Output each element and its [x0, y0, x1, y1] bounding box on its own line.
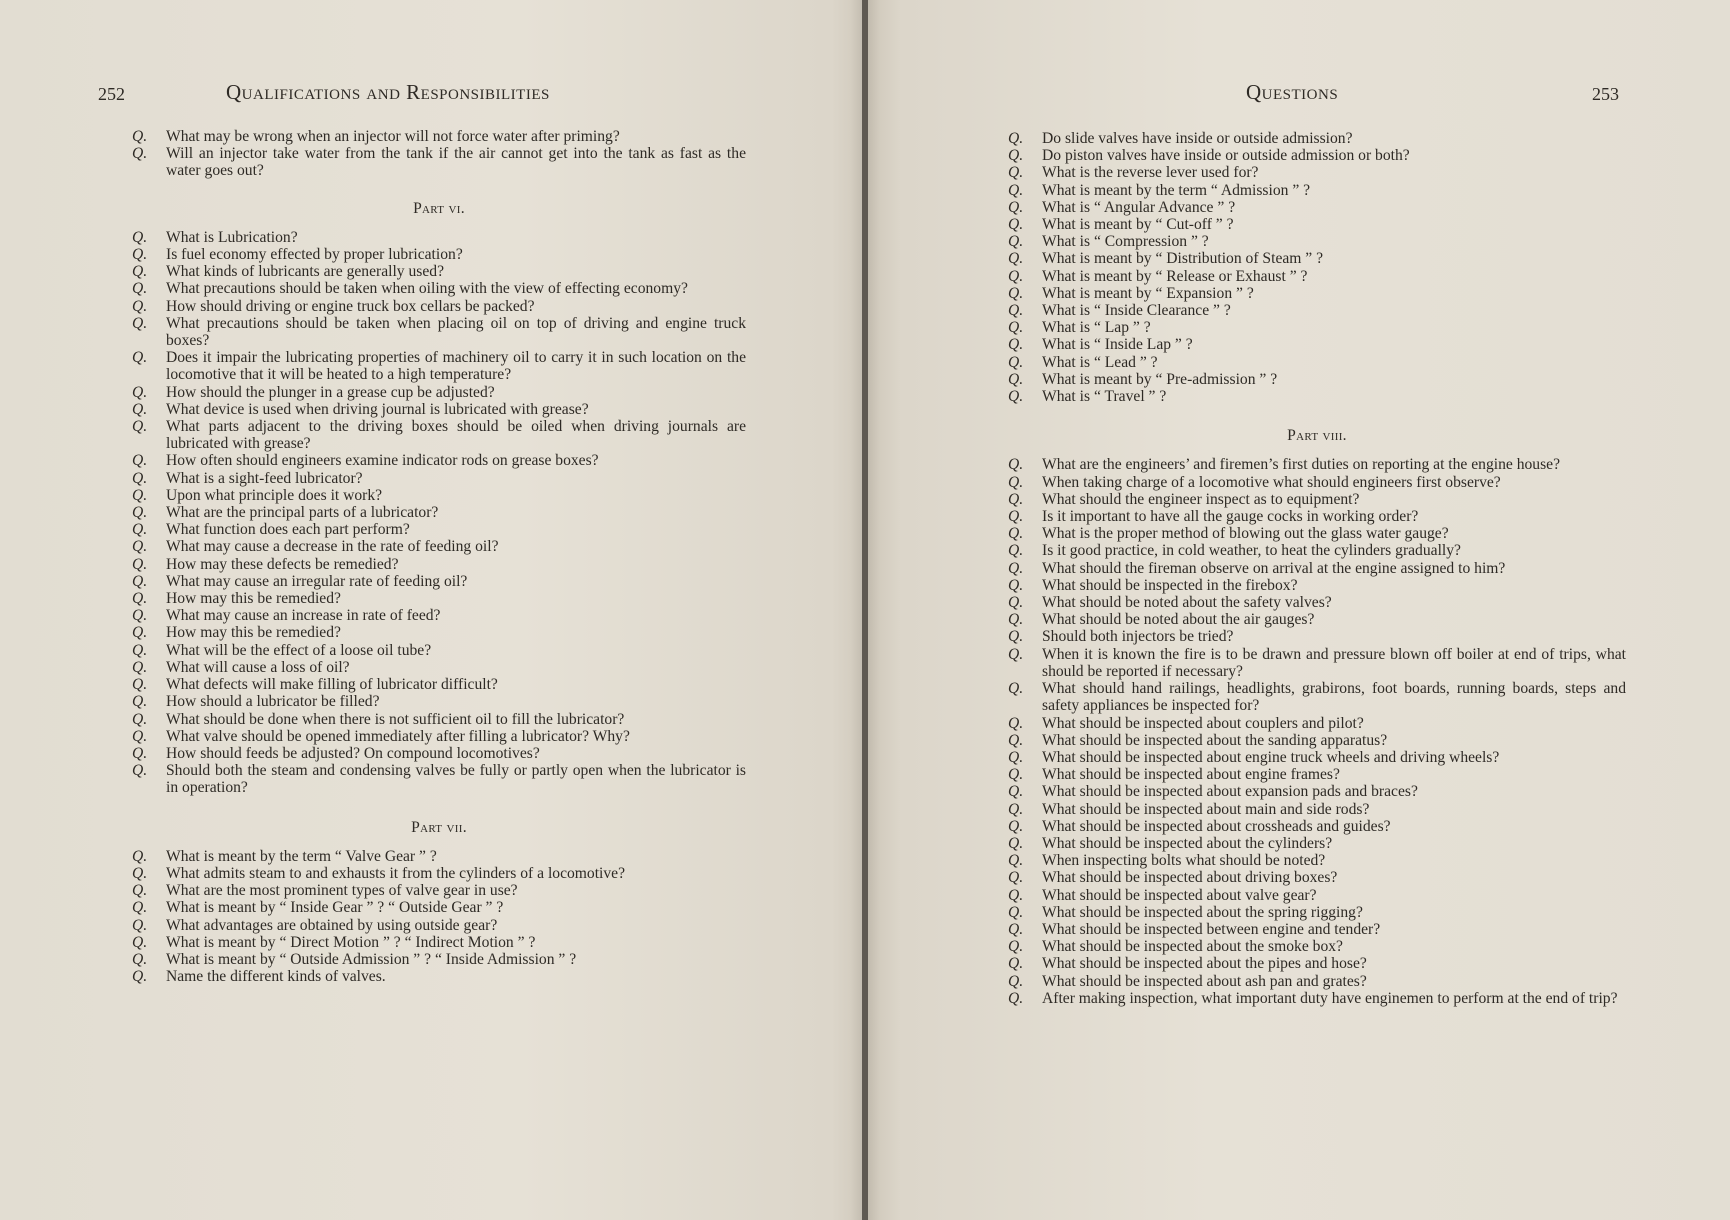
right-page — [866, 0, 1730, 1220]
question-text: Name the different kinds of valves. — [166, 968, 386, 986]
question-text: What kinds of lubricants are generally used? — [166, 263, 444, 281]
question-item — [1008, 388, 1626, 405]
question-marker: Q. — [1008, 336, 1024, 354]
question-item — [132, 298, 746, 315]
question-marker: Q. — [1008, 869, 1024, 887]
question-text: Will an injector take water from the tank if the air cannot get into the tank as fast as the water goes out? — [166, 145, 746, 180]
question-text: What is meant by “ Outside Admission ” ? “ Inside Admission ” ? — [166, 950, 577, 968]
question-item — [132, 711, 746, 728]
question-item — [132, 899, 746, 916]
question-text: Do slide valves have inside or outside admission? — [1042, 130, 1353, 147]
question-item — [132, 642, 746, 659]
question-item — [132, 470, 746, 487]
question-marker: Q. — [1008, 628, 1024, 646]
question-marker: Q. — [1008, 748, 1024, 766]
question-item — [132, 401, 746, 418]
question-marker: Q. — [1008, 800, 1024, 818]
question-item — [1008, 147, 1626, 164]
right-running-head-text: Questions — [1246, 80, 1339, 104]
question-item — [1008, 508, 1626, 525]
question-text: What may cause an irregular rate of feeding oil? — [166, 572, 468, 590]
left-running-head — [226, 80, 550, 110]
question-item — [132, 280, 746, 297]
question-item — [132, 418, 746, 452]
question-item — [1008, 560, 1626, 577]
question-text: What may cause a decrease in the rate of feeding oil? — [166, 538, 499, 556]
question-marker: Q. — [132, 504, 148, 522]
question-item — [132, 452, 746, 469]
question-item — [1008, 680, 1626, 714]
question-text: What should be inspected about the smoke box? — [1042, 938, 1343, 956]
question-text: What should be inspected about main and side rods? — [1042, 800, 1370, 818]
question-marker: Q. — [132, 280, 148, 298]
question-marker: Q. — [1008, 576, 1024, 594]
question-marker: Q. — [1008, 903, 1024, 921]
question-marker: Q. — [132, 538, 148, 556]
question-text: Should both injectors be tried? — [1042, 628, 1234, 646]
question-marker: Q. — [1008, 989, 1024, 1007]
question-text: What should be inspected about engine truck wheels and driving wheels? — [1042, 748, 1500, 766]
question-text: What should be noted about the safety valves? — [1042, 594, 1332, 612]
question-item — [132, 556, 746, 573]
question-marker: Q. — [132, 933, 148, 951]
question-marker: Q. — [1008, 594, 1024, 612]
question-item — [132, 263, 746, 280]
question-text: What is a sight-feed lubricator? — [166, 469, 363, 487]
question-text: What is meant by the term “ Valve Gear ” ? — [166, 847, 437, 865]
question-marker: Q. — [132, 950, 148, 968]
left-question-list — [132, 128, 746, 985]
question-marker: Q. — [132, 128, 148, 145]
question-marker: Q. — [1008, 972, 1024, 990]
question-item — [132, 728, 746, 745]
question-item — [1008, 302, 1626, 319]
question-text: Is it important to have all the gauge cocks in working order? — [1042, 508, 1419, 526]
question-marker: Q. — [132, 572, 148, 590]
question-text: What valve should be opened immediately after filling a lubricator? Why? — [166, 727, 630, 745]
question-item — [1008, 164, 1626, 181]
question-text: How may this be remedied? — [166, 590, 341, 608]
question-item — [132, 917, 746, 934]
question-item — [1008, 628, 1626, 645]
question-item — [1008, 456, 1626, 473]
right-questions-intro — [1008, 130, 1626, 405]
question-marker: Q. — [132, 864, 148, 882]
question-text: What should be inspected about the pipes and hose? — [1042, 955, 1367, 973]
question-text: What is “ Inside Lap ” ? — [1042, 336, 1193, 354]
question-marker: Q. — [1008, 370, 1024, 388]
question-text: What is “ Lap ” ? — [1042, 319, 1151, 337]
question-marker: Q. — [1008, 542, 1024, 560]
question-item — [1008, 336, 1626, 353]
question-item — [1008, 491, 1626, 508]
question-item — [132, 349, 746, 383]
question-item — [132, 384, 746, 401]
question-item — [1008, 904, 1626, 921]
question-item — [1008, 921, 1626, 938]
question-text: What precautions should be taken when placing oil on top of driving and engine truck boxes? — [166, 314, 746, 350]
question-text: How often should engineers examine indicator rods on grease boxes? — [166, 452, 599, 470]
question-item — [132, 538, 746, 555]
question-text: What is Lubrication? — [166, 228, 298, 246]
question-marker: Q. — [1008, 938, 1024, 956]
question-item — [1008, 525, 1626, 542]
question-text: What may cause an increase in rate of feed? — [166, 607, 441, 625]
question-item — [132, 865, 746, 882]
question-marker: Q. — [132, 486, 148, 504]
question-item — [1008, 250, 1626, 267]
question-text: What should the engineer inspect as to equipment? — [1042, 490, 1360, 508]
question-marker: Q. — [1008, 302, 1024, 320]
question-marker: Q. — [132, 624, 148, 642]
question-item — [1008, 577, 1626, 594]
question-text: What should be inspected about driving boxes? — [1042, 869, 1338, 887]
question-item — [1008, 285, 1626, 302]
question-item — [1008, 594, 1626, 611]
question-marker: Q. — [132, 968, 148, 986]
question-marker: Q. — [1008, 680, 1024, 698]
left-questions-intro — [132, 128, 746, 180]
question-text: What is “ Travel ” ? — [1042, 388, 1167, 406]
question-marker: Q. — [132, 400, 148, 418]
question-marker: Q. — [132, 228, 148, 246]
question-marker: Q. — [132, 762, 148, 780]
question-marker: Q. — [132, 418, 148, 436]
question-marker: Q. — [1008, 250, 1024, 268]
question-item — [132, 229, 746, 246]
question-marker: Q. — [1008, 284, 1024, 302]
question-marker: Q. — [132, 882, 148, 900]
question-marker: Q. — [1008, 130, 1024, 147]
left-running-head-text: Qualifications and Responsibilities — [226, 80, 550, 104]
question-marker: Q. — [132, 744, 148, 762]
question-text: What precautions should be taken when oiling with the view of effecting economy? — [166, 280, 688, 298]
question-text: How should feeds be adjusted? On compound locomotives? — [166, 744, 540, 762]
question-marker: Q. — [132, 847, 148, 865]
question-item — [1008, 955, 1626, 972]
question-marker: Q. — [1008, 456, 1024, 474]
question-marker: Q. — [1008, 714, 1024, 732]
question-text: What is meant by “ Expansion ” ? — [1042, 284, 1254, 302]
question-marker: Q. — [132, 641, 148, 659]
question-text: Is it good practice, in cold weather, to heat the cylinders gradually? — [1042, 542, 1461, 560]
question-text: What defects will make filling of lubricator difficult? — [166, 676, 498, 694]
question-marker: Q. — [1008, 181, 1024, 199]
question-marker: Q. — [132, 246, 148, 264]
question-marker: Q. — [1008, 783, 1024, 801]
question-marker: Q. — [1008, 645, 1024, 663]
question-text: How may these defects be remedied? — [166, 555, 399, 573]
question-item — [1008, 611, 1626, 628]
question-text: What is meant by “ Cut-off ” ? — [1042, 216, 1234, 234]
question-text: What is meant by “ Distribution of Steam ” ? — [1042, 250, 1324, 268]
question-text: What should be inspected about ash pan and grates? — [1042, 972, 1367, 990]
question-item — [132, 246, 746, 263]
question-marker: Q. — [1008, 233, 1024, 251]
part-viii-questions — [1008, 456, 1626, 1007]
book-gutter — [862, 0, 868, 1220]
question-item — [1008, 216, 1626, 233]
question-marker: Q. — [132, 349, 148, 367]
question-marker: Q. — [132, 899, 148, 917]
question-marker: Q. — [1008, 490, 1024, 508]
question-item — [1008, 732, 1626, 749]
question-text: Do piston valves have inside or outside admission or both? — [1042, 147, 1410, 165]
question-item — [1008, 268, 1626, 285]
question-marker: Q. — [1008, 216, 1024, 234]
question-text: What is the reverse lever used for? — [1042, 164, 1259, 182]
part-vi-heading: Part vi. — [413, 199, 465, 217]
question-item — [132, 573, 746, 590]
question-item — [1008, 233, 1626, 250]
question-item — [1008, 474, 1626, 491]
question-item — [132, 487, 746, 504]
question-text: Upon what principle does it work? — [166, 486, 383, 504]
right-page-number: 253 — [1592, 84, 1619, 104]
question-text: What is “ Compression ” ? — [1042, 233, 1209, 251]
question-item — [1008, 646, 1626, 680]
question-marker: Q. — [1008, 731, 1024, 749]
question-marker: Q. — [132, 658, 148, 676]
question-item — [1008, 990, 1626, 1007]
question-item — [132, 676, 746, 693]
question-text: What should be inspected about couplers and pilot? — [1042, 714, 1364, 732]
question-text: What should be inspected between engine and tender? — [1042, 920, 1381, 938]
question-item — [132, 624, 746, 641]
question-text: What are the most prominent types of valve gear in use? — [166, 882, 518, 900]
question-marker: Q. — [132, 383, 148, 401]
question-item — [1008, 749, 1626, 766]
question-text: What should be inspected about engine frames? — [1042, 766, 1340, 784]
question-item — [132, 934, 746, 951]
question-marker: Q. — [1008, 834, 1024, 852]
question-item — [1008, 801, 1626, 818]
question-text: How should the plunger in a grease cup be adjusted? — [166, 383, 495, 401]
question-item — [132, 693, 746, 710]
question-marker: Q. — [1008, 766, 1024, 784]
left-page-number: 252 — [98, 84, 125, 104]
question-text: What is meant by “ Pre-admission ” ? — [1042, 370, 1278, 388]
question-marker: Q. — [132, 676, 148, 694]
question-text: What device is used when driving journal is lubricated with grease? — [166, 400, 589, 418]
question-marker: Q. — [132, 521, 148, 539]
question-marker: Q. — [1008, 267, 1024, 285]
part-vii-questions — [132, 848, 746, 986]
question-item — [132, 607, 746, 624]
question-marker: Q. — [1008, 319, 1024, 337]
question-item — [1008, 835, 1626, 852]
question-text: What should be inspected about valve gear? — [1042, 886, 1317, 904]
question-text: What are the engineers’ and firemen’s first duties on reporting at the engine house? — [1042, 456, 1561, 474]
question-marker: Q. — [132, 263, 148, 281]
question-item — [132, 745, 746, 762]
question-text: When it is known the fire is to be drawn and pressure blown off boiler at end of trips, what should be reported if necessary? — [1042, 645, 1626, 680]
question-item — [132, 882, 746, 899]
part-viii-heading: Part viii. — [1287, 427, 1347, 445]
question-item — [132, 145, 746, 179]
question-item — [1008, 199, 1626, 216]
question-text: How should a lubricator be filled? — [166, 693, 380, 711]
question-text: What should be inspected about the sanding apparatus? — [1042, 731, 1388, 749]
question-marker: Q. — [132, 590, 148, 608]
question-marker: Q. — [1008, 852, 1024, 870]
question-text: What should be done when there is not sufficient oil to fill the lubricator? — [166, 710, 625, 728]
question-text: Does it impair the lubricating properties of machinery oil to carry it in such location on the locomotive that it will be heated to a high temperature? — [166, 349, 746, 384]
question-text: What should be noted about the air gauges? — [1042, 611, 1315, 629]
question-marker: Q. — [1008, 198, 1024, 216]
part-vii-heading: Part vii. — [411, 818, 467, 836]
question-text: What is the proper method of blowing out the glass water gauge? — [1042, 525, 1449, 543]
question-text: What is meant by “ Direct Motion ” ? “ Indirect Motion ” ? — [166, 933, 536, 951]
question-text: What is meant by the term “ Admission ” ? — [1042, 181, 1311, 199]
question-text: What admits steam to and exhausts it from the cylinders of a locomotive? — [166, 864, 626, 882]
question-text: What is “ Lead ” ? — [1042, 353, 1158, 371]
question-text: What should be inspected about the spring rigging? — [1042, 903, 1363, 921]
question-marker: Q. — [132, 314, 148, 332]
question-text: What may be wrong when an injector will not force water after priming? — [166, 128, 620, 145]
question-item — [1008, 766, 1626, 783]
question-marker: Q. — [1008, 611, 1024, 629]
question-item — [1008, 938, 1626, 955]
question-marker: Q. — [132, 145, 148, 163]
question-item — [132, 968, 746, 985]
question-marker: Q. — [1008, 817, 1024, 835]
question-text: What will be the effect of a loose oil tube? — [166, 641, 432, 659]
question-marker: Q. — [132, 607, 148, 625]
question-item — [1008, 715, 1626, 732]
question-item — [132, 590, 746, 607]
question-item — [1008, 973, 1626, 990]
question-item — [1008, 869, 1626, 886]
question-item — [132, 315, 746, 349]
question-marker: Q. — [132, 727, 148, 745]
question-item — [132, 848, 746, 865]
question-marker: Q. — [1008, 559, 1024, 577]
question-marker: Q. — [132, 693, 148, 711]
question-item — [1008, 887, 1626, 904]
question-text: Is fuel economy effected by proper lubrication? — [166, 246, 463, 264]
question-text: How should driving or engine truck box cellars be packed? — [166, 297, 535, 315]
question-marker: Q. — [1008, 147, 1024, 165]
question-item — [132, 659, 746, 676]
question-text: What advantages are obtained by using outside gear? — [166, 916, 498, 934]
question-item — [1008, 354, 1626, 371]
question-text: What should the fireman observe on arrival at the engine assigned to him? — [1042, 559, 1506, 577]
question-text: What is meant by “ Release or Exhaust ” ? — [1042, 267, 1308, 285]
question-item — [132, 128, 746, 145]
question-text: When inspecting bolts what should be noted? — [1042, 852, 1326, 870]
question-item — [132, 504, 746, 521]
question-marker: Q. — [1008, 508, 1024, 526]
question-text: Should both the steam and condensing valves be fully or partly open when the lubricator is in operation? — [166, 762, 746, 797]
question-text: After making inspection, what important duty have enginemen to perform at the end of trip? — [1042, 989, 1618, 1007]
question-marker: Q. — [1008, 920, 1024, 938]
question-marker: Q. — [1008, 473, 1024, 491]
question-marker: Q. — [132, 555, 148, 573]
question-item — [132, 521, 746, 538]
question-text: What should be inspected in the firebox? — [1042, 576, 1298, 594]
question-marker: Q. — [132, 297, 148, 315]
question-marker: Q. — [1008, 353, 1024, 371]
question-marker: Q. — [1008, 164, 1024, 182]
question-text: What are the principal parts of a lubricator? — [166, 504, 439, 522]
question-marker: Q. — [1008, 388, 1024, 406]
question-text: What should be inspected about expansion pads and braces? — [1042, 783, 1418, 801]
question-item — [1008, 319, 1626, 336]
question-marker: Q. — [132, 710, 148, 728]
question-text: What is “ Angular Advance ” ? — [1042, 198, 1236, 216]
question-text: How may this be remedied? — [166, 624, 341, 642]
question-text: What function does each part perform? — [166, 521, 410, 539]
question-text: What should be inspected about the cylinders? — [1042, 834, 1333, 852]
part-vi-questions — [132, 229, 746, 797]
question-marker: Q. — [132, 452, 148, 470]
question-item — [1008, 182, 1626, 199]
question-marker: Q. — [132, 916, 148, 934]
question-marker: Q. — [132, 469, 148, 487]
question-item — [1008, 371, 1626, 388]
question-marker: Q. — [1008, 886, 1024, 904]
question-item — [1008, 542, 1626, 559]
question-text: What will cause a loss of oil? — [166, 658, 350, 676]
question-text: What should be inspected about crossheads and guides? — [1042, 817, 1391, 835]
question-marker: Q. — [1008, 955, 1024, 973]
right-question-list — [1008, 130, 1626, 1007]
right-running-head — [1246, 80, 1338, 110]
question-item — [1008, 130, 1626, 147]
question-text: What is meant by “ Inside Gear ” ? “ Outside Gear ” ? — [166, 899, 504, 917]
question-item — [132, 762, 746, 796]
question-text: What is “ Inside Clearance ” ? — [1042, 302, 1231, 320]
question-item — [1008, 783, 1626, 800]
question-marker: Q. — [1008, 525, 1024, 543]
question-item — [132, 951, 746, 968]
question-text: When taking charge of a locomotive what should engineers first observe? — [1042, 473, 1501, 491]
question-text: What parts adjacent to the driving boxes should be oiled when driving journals are lubricated with grease? — [166, 418, 746, 453]
question-item — [1008, 852, 1626, 869]
question-text: What should hand railings, headlights, grabirons, foot boards, running boards, steps and safety appliances be inspected for? — [1042, 680, 1626, 715]
question-item — [1008, 818, 1626, 835]
